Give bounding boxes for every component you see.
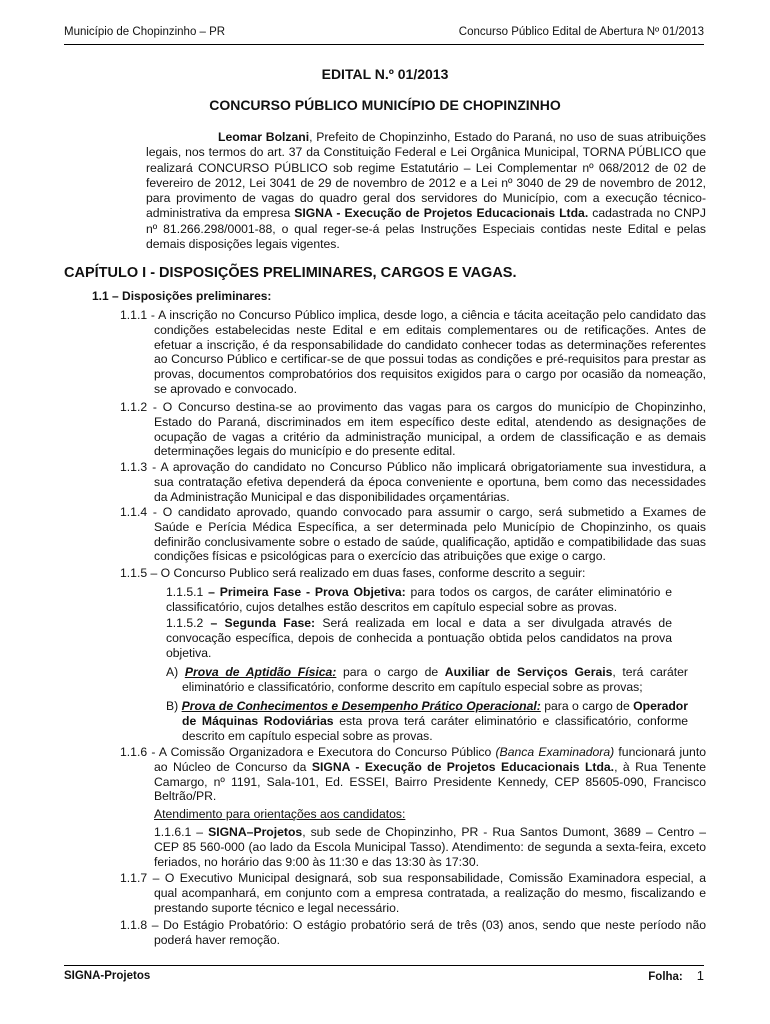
item-1-1-4: 1.1.4 - O candidato aprovado, quando convocado para assumir o cargo, será submetido a Exames de Saúde e Perícia Médica Específica, a ser determinada pelo Município de Chopinzinho, os quais definirão conclusivamente sobre o estado de saúde, qualificação, aptidão e compatibilidade das suas condições físicas e psicológicas para o exercício das atribuições que exige o cargo.	[120, 505, 706, 564]
header-municipality: Município de Chopinzinho – PR	[64, 26, 226, 38]
item-1-1-2: 1.1.2 - O Concurso destina-se ao provimento das vagas para os cargos do município de Chopinzinho, Estado do Paraná, discriminados em item específico deste edital, atendendo as designações de ocupação de vagas a critério da administração municipal, a ordem de classificação e as demais determinações legais do município e do presente edital.	[120, 400, 706, 459]
section-heading: 1.1 – Disposições preliminares:	[92, 289, 272, 303]
item-1-1-7: 1.1.7 – O Executivo Municipal designará, sob sua responsabilidade, Comissão Examinadora especial, a qual acompanhará, em conjunto com a empresa contratada, a realização do mesmo, fiscalizando e prestando suporte técnico e legal necessário.	[120, 871, 706, 915]
page-number: 1	[696, 968, 704, 983]
footer-page: Folha: 1	[648, 968, 704, 983]
intro-paragraph: Leomar Bolzani, Prefeito de Chopinzinho, Estado do Paraná, no uso de suas atribuições legais, nos termos do art. 37 da Constituição Federal e Lei Orgânica Municipal, TORNA PÚBLICO que realizará CONCURSO PÚBLICO sob regime Estatutário – Lei Complementar nº 068/2012 de 02 de fevereiro de 2012, Lei 3041 de 29 de novembro de 2012 e a Lei nº 3040 de 29 de novembro de 2012, para provimento de vagas do quadro geral dos servidores do Município, com a execução técnico-administrativa da empresa SIGNA - Execução de Projetos Educacionais Ltda. cadastrada no CNPJ nº 81.266.298/0001-88, o qual reger-se-á pelas Instruções Especiais contidas neste Edital e pelas demais disposições legais vigentes.	[146, 130, 706, 252]
item-1-1-6-1: 1.1.6.1 – SIGNA–Projetos, sub sede de Chopinzinho, PR - Rua Santos Dumont, 3689 – Centro – CEP 85 560-000 (ao lado da Escola Municipal Tasso). Atendimento: de segunda a sexta-feira, exceto feriados, no horário das 9:00 às 11:30 e das 13:30 às 17:30.	[154, 825, 706, 869]
item-1-1-5: 1.1.5 – O Concurso Publico será realizado em duas fases, conforme descrito a seguir:	[120, 566, 586, 580]
item-1-1-5-2: 1.1.5.2 – Segunda Fase: Será realizada em local e data a ser divulgada através de convocação específica, depois de conhecida a pontuação obtida pelos candidatos na prova objetiva.	[166, 616, 672, 660]
chapter-heading: CAPÍTULO I - DISPOSIÇÕES PRELIMINARES, CARGOS E VAGAS.	[64, 265, 517, 281]
company-name: SIGNA - Execução de Projetos Educacionais Ltda.	[294, 206, 589, 221]
page-footer	[64, 965, 704, 988]
item-b-desempenho-pratico: B) Prova de Conhecimentos e Desempenho Prático Operacional: para o cargo de Operador de Máquinas Rodoviárias esta prova terá caráter eliminatório e classificatório, conforme descrito em capítulo especial sobre as provas.	[166, 699, 688, 743]
item-1-1-3: 1.1.3 - A aprovação do candidato no Concurso Público não implicará obrigatoriamente sua investidura, a sua contratação efetiva dependerá da época conveniente e oportuna, bem como das necessidades da Administração Municipal e das disponibilidades orçamentárias.	[120, 460, 706, 504]
item-1-1-6: 1.1.6 - A Comissão Organizadora e Executora do Concurso Público (Banca Examinadora) funcionará junto ao Núcleo de Concurso da SIGNA - Execução de Projetos Educacionais Ltda., à Rua Tenente Camargo, nº 1191, Sala-101, Ed. ESSEI, Bairro Presidente Kennedy, CEP 85605-090, Francisco Beltrão/PR.	[120, 745, 706, 804]
atendimento-heading: Atendimento para orientações aos candidatos:	[154, 807, 406, 821]
item-1-1-8: 1.1.8 – Do Estágio Probatório: O estágio probatório será de três (03) anos, sendo que neste período não poderá haver remoção.	[120, 918, 706, 947]
footer-company: SIGNA-Projetos	[64, 970, 151, 982]
page-header	[64, 26, 704, 45]
mayor-name: Leomar Bolzani	[218, 130, 310, 144]
item-1-1-5-1: 1.1.5.1 – Primeira Fase - Prova Objetiva: para todos os cargos, de caráter eliminatório e classificatório, cujos detalhes estão descritos em capítulo especial sobre as provas.	[166, 585, 672, 614]
item-a-aptidao-fisica: A) Prova de Aptidão Física: para o cargo de Auxiliar de Serviços Gerais, terá caráter eliminatório e classificatório, conforme descrito em capítulo especial sobre as provas;	[166, 665, 688, 694]
item-1-1-1: 1.1.1 - A inscrição no Concurso Público implica, desde logo, a ciência e tácita aceitação pelo candidato das condições estabelecidas neste Edital e em editais complementares ou de retificações. Antes de efetuar a inscrição, é da responsabilidade do candidato conhecer todas as determinações referentes ao Concurso Público e certificar-se de que possui todas as condições e pré-requisitos para prestar as provas, documentos comprobatórios dos requisitos exigidos para o cargo por ocasião da nomeação, se aprovado e convocado.	[120, 308, 706, 396]
edital-title: EDITAL N.º 01/2013	[321, 66, 449, 82]
header-edital: Concurso Público Edital de Abertura Nº 01/2013	[458, 26, 704, 38]
edital-subtitle: CONCURSO PÚBLICO MUNICÍPIO DE CHOPINZINHO	[209, 97, 561, 113]
